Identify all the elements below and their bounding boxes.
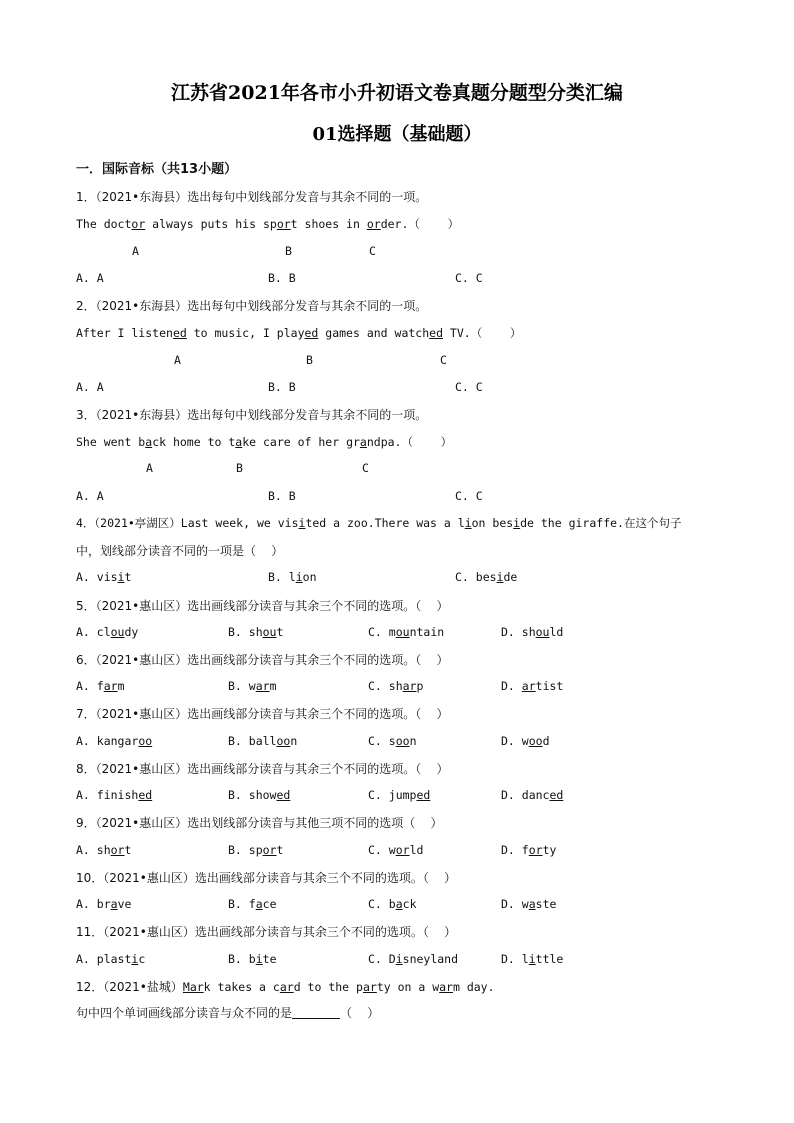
question-8-option-d[interactable]: D. danced (501, 788, 564, 802)
question-11-option-c[interactable]: C. Disneyland (368, 952, 459, 966)
question-3-label-b: B (236, 461, 243, 475)
question-7-option-d[interactable]: D. wood (501, 734, 550, 748)
question-2-label-b: B (306, 353, 313, 367)
answer-blank[interactable] (292, 1006, 340, 1019)
question-3-stem: 3．（2021•东海县）选出每句中划线部分发音与其余不同的一项。 (76, 408, 428, 422)
question-1-sentence: The doctor always puts his sport shoes in order.（ ） (76, 217, 460, 231)
question-3-option-a[interactable]: A. A (76, 489, 104, 503)
question-2-label-c: C (440, 353, 447, 367)
question-5-option-a[interactable]: A. cloudy (76, 625, 139, 639)
question-2-option-a[interactable]: A. A (76, 380, 104, 394)
question-4-stem: 4．（2021•亭湖区）Last week, we visited a zoo.There was a lion beside the giraffe.在这个句子 (76, 516, 682, 530)
question-9-stem: 9．（2021•惠山区）选出划线部分读音与其他三项不同的选项（ ） (76, 816, 443, 830)
question-9-option-a[interactable]: A. short (76, 843, 132, 857)
question-3-option-b[interactable]: B. B (268, 489, 296, 503)
question-6-option-c[interactable]: C. sharp (368, 679, 424, 693)
question-1-option-a[interactable]: A. A (76, 271, 104, 285)
question-2-label-a: A (174, 353, 181, 367)
section-heading: 一．国际音标（共13小题） (76, 162, 238, 177)
question-10-option-a[interactable]: A. brave (76, 897, 132, 911)
question-1-stem: 1．（2021•东海县）选出每句中划线部分发音与其余不同的一项。 (76, 190, 428, 204)
question-5-stem: 5．（2021•惠山区）选出画线部分读音与其余三个不同的选项。（ ） (76, 599, 449, 613)
question-10-option-c[interactable]: C. back (368, 897, 417, 911)
question-1-label-a: A (132, 244, 139, 258)
question-9-option-d[interactable]: D. forty (501, 843, 557, 857)
question-11-option-a[interactable]: A. plastic (76, 952, 146, 966)
question-9-option-b[interactable]: B. sport (228, 843, 284, 857)
question-4-option-b[interactable]: B. lion (268, 570, 317, 584)
question-10-option-b[interactable]: B. face (228, 897, 277, 911)
question-8-option-a[interactable]: A. finished (76, 788, 153, 802)
question-6-option-b[interactable]: B. warm (228, 679, 277, 693)
question-7-option-c[interactable]: C. soon (368, 734, 417, 748)
question-4-stem-continued: 中，划线部分读音不同的一项是（ ） (76, 544, 284, 558)
question-11-option-d[interactable]: D. little (501, 952, 564, 966)
question-10-stem: 10．（2021•惠山区）选出画线部分读音与其余三个不同的选项。（ ） (76, 871, 457, 885)
question-4-option-a[interactable]: A. visit (76, 570, 132, 584)
question-7-option-b[interactable]: B. balloon (228, 734, 298, 748)
question-6-stem: 6．（2021•惠山区）选出画线部分读音与其余三个不同的选项。（ ） (76, 653, 449, 667)
question-9-option-c[interactable]: C. world (368, 843, 424, 857)
question-8-option-c[interactable]: C. jumped (368, 788, 431, 802)
question-8-stem: 8．（2021•惠山区）选出画线部分读音与其余三个不同的选项。（ ） (76, 762, 449, 776)
question-1-option-b[interactable]: B. B (268, 271, 296, 285)
question-11-stem: 11．（2021•惠山区）选出画线部分读音与其余三个不同的选项。（ ） (76, 925, 457, 939)
question-5-option-b[interactable]: B. shout (228, 625, 284, 639)
question-2-sentence: After I listened to music, I played games and watched TV.（ ） (76, 326, 522, 340)
question-1-option-c[interactable]: C. C (455, 271, 483, 285)
question-1-label-c: C (369, 244, 376, 258)
question-2-option-c[interactable]: C. C (455, 380, 483, 394)
question-2-option-b[interactable]: B. B (268, 380, 296, 394)
document-title: 江苏省2021年各市小升初语文卷真题分题型分类汇编 (171, 82, 623, 104)
question-7-stem: 7．（2021•惠山区）选出画线部分读音与其余三个不同的选项。（ ） (76, 707, 449, 721)
question-4-option-c[interactable]: C. beside (455, 570, 518, 584)
question-1-label-b: B (285, 244, 292, 258)
question-3-label-c: C (362, 461, 369, 475)
question-12-stem-continued: 句中四个单词画线部分读音与众不同的是 （ ） (76, 1006, 380, 1020)
question-3-sentence: She went back home to take care of her grandpa.（ ） (76, 435, 453, 449)
question-7-option-a[interactable]: A. kangaroo (76, 734, 153, 748)
question-3-option-c[interactable]: C. C (455, 489, 483, 503)
question-6-option-a[interactable]: A. farm (76, 679, 125, 693)
question-2-stem: 2．（2021•东海县）选出每句中划线部分发音与其余不同的一项。 (76, 299, 428, 313)
question-5-option-d[interactable]: D. should (501, 625, 564, 639)
question-3-label-a: A (146, 461, 153, 475)
question-5-option-c[interactable]: C. mountain (368, 625, 445, 639)
question-10-option-d[interactable]: D. waste (501, 897, 557, 911)
question-11-option-b[interactable]: B. bite (228, 952, 277, 966)
document-subtitle: 01选择题（基础题） (312, 124, 482, 145)
question-8-option-b[interactable]: B. showed (228, 788, 291, 802)
question-12-stem: 12．（2021•盐城）Mark takes a card to the party on a warm day. (76, 980, 495, 994)
question-6-option-d[interactable]: D. artist (501, 679, 564, 693)
